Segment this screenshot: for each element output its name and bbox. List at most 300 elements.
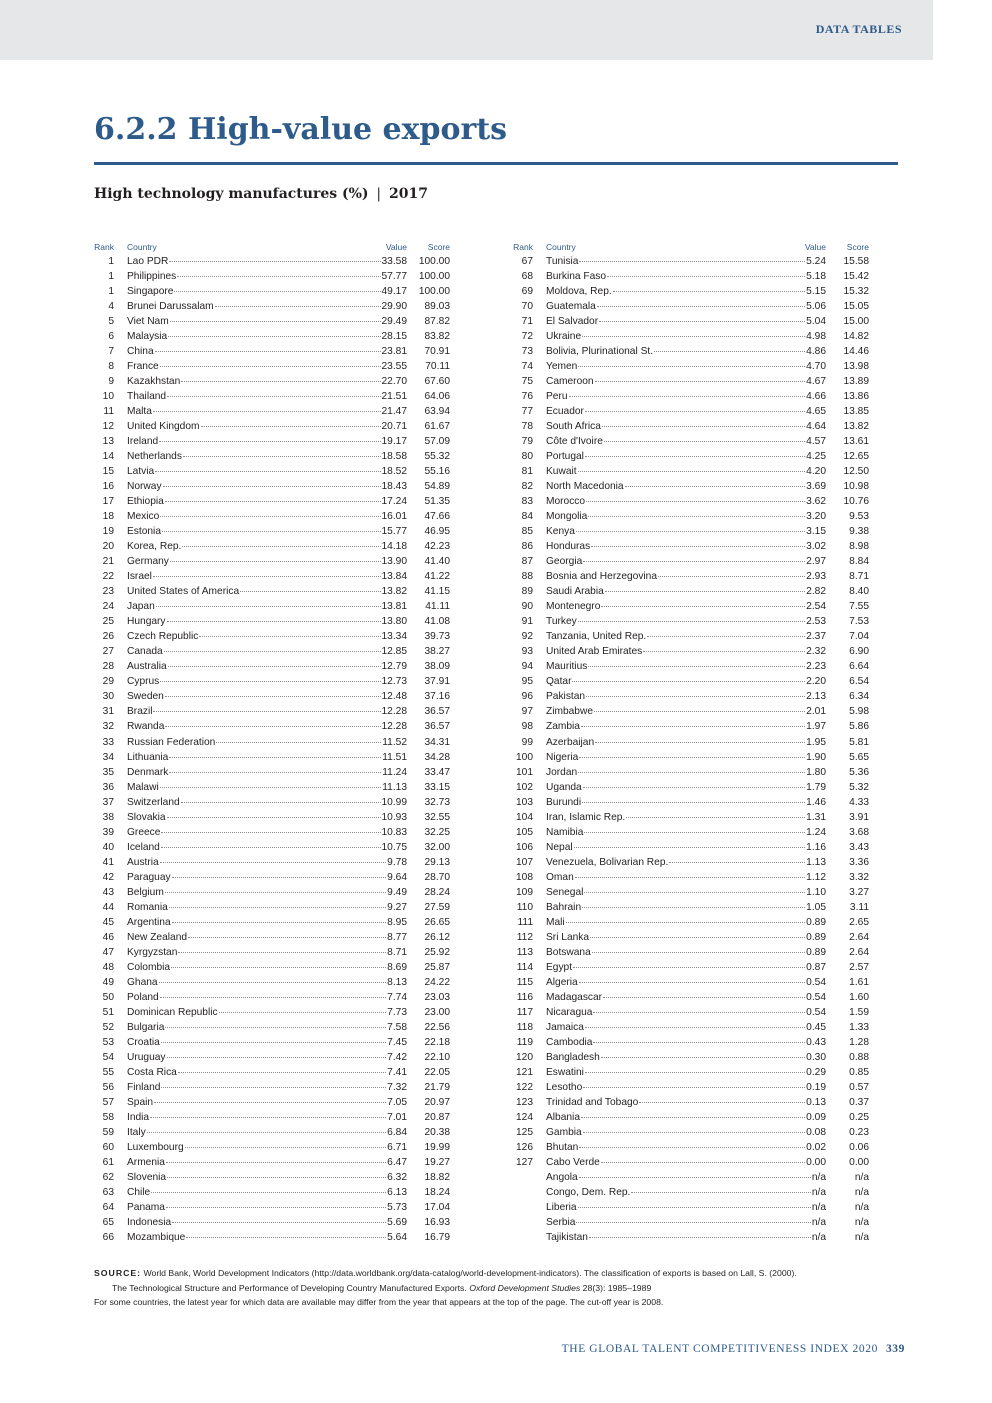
table-row <box>513 629 875 644</box>
leader-dots <box>578 1207 811 1208</box>
header-country-cell <box>127 242 407 252</box>
country-name: United States of America <box>127 586 240 598</box>
value-cell: 18.52 <box>381 466 407 478</box>
country-cell <box>127 614 407 629</box>
rank-cell: 102 <box>516 781 533 793</box>
page-number: 339 <box>885 1343 905 1355</box>
table-header <box>94 242 456 254</box>
country-name: Norway <box>127 481 162 493</box>
score-cell: 36.57 <box>424 706 450 718</box>
table-row <box>94 975 456 990</box>
rank-cell: 82 <box>521 481 533 493</box>
score-cell: 37.91 <box>424 676 450 688</box>
table-row <box>94 494 456 509</box>
country-cell <box>127 359 407 374</box>
country-name: Guatemala <box>546 301 596 313</box>
table-row <box>513 389 875 404</box>
table-row <box>513 689 875 704</box>
leader-dots <box>654 351 805 352</box>
country-cell <box>127 750 407 765</box>
rank-cell: 41 <box>102 856 114 868</box>
value-cell: 9.49 <box>387 886 407 898</box>
leader-dots <box>170 561 381 562</box>
rank-cell: 106 <box>516 841 533 853</box>
country-name: Spain <box>127 1096 154 1108</box>
country-name: Algeria <box>546 976 578 988</box>
leader-dots <box>583 787 805 788</box>
leader-dots <box>159 982 387 983</box>
score-cell: 55.32 <box>424 451 450 463</box>
table-row <box>94 299 456 314</box>
rank-cell: 1 <box>108 286 114 298</box>
rank-cell: 94 <box>521 661 533 673</box>
rank-cell: 5 <box>108 316 114 328</box>
country-name: Croatia <box>127 1036 160 1048</box>
country-cell <box>546 810 826 825</box>
rank-cell: 48 <box>102 961 114 973</box>
country-name: Sri Lanka <box>546 931 590 943</box>
value-cell: 0.19 <box>806 1081 826 1093</box>
leader-dots <box>178 952 386 953</box>
value-cell: 2.82 <box>806 586 826 598</box>
rank-cell: 47 <box>102 946 114 958</box>
country-name: Philippines <box>127 271 177 283</box>
value-cell: 10.83 <box>381 826 407 838</box>
ranking-table-left <box>94 242 456 1245</box>
leader-dots <box>147 1132 386 1133</box>
rank-cell: 6 <box>108 331 114 343</box>
score-cell: 70.91 <box>424 346 450 358</box>
table-row <box>513 1215 875 1230</box>
rank-cell: 90 <box>521 601 533 613</box>
country-name: Albania <box>546 1111 580 1123</box>
value-cell: 3.69 <box>806 481 826 493</box>
score-cell: 17.04 <box>424 1201 450 1213</box>
value-cell: 3.62 <box>806 496 826 508</box>
value-cell: 8.71 <box>387 946 407 958</box>
leader-dots <box>160 516 380 517</box>
value-cell: 4.70 <box>806 361 826 373</box>
score-cell: 22.18 <box>424 1036 450 1048</box>
leader-dots <box>595 742 805 743</box>
score-cell: 32.25 <box>424 826 450 838</box>
leader-dots <box>582 336 805 337</box>
score-cell: 2.65 <box>849 916 869 928</box>
rank-cell: 18 <box>102 511 114 523</box>
value-cell: 2.97 <box>806 556 826 568</box>
country-name: China <box>127 346 154 358</box>
header-rank: Rank <box>513 242 533 252</box>
country-cell <box>546 569 826 584</box>
score-cell: 22.05 <box>424 1066 450 1078</box>
leader-dots <box>658 576 805 577</box>
table-row <box>94 644 456 659</box>
leader-dots <box>165 726 380 727</box>
country-cell <box>546 1005 826 1020</box>
table-row <box>94 1050 456 1065</box>
country-name: Australia <box>127 661 167 673</box>
table-row <box>94 1065 456 1080</box>
rank-cell: 72 <box>521 331 533 343</box>
table-row <box>513 960 875 975</box>
country-cell <box>546 659 826 674</box>
score-cell: 41.11 <box>425 601 450 613</box>
country-name: Romania <box>127 901 168 913</box>
rank-cell: 91 <box>521 616 533 628</box>
country-name: Burundi <box>546 796 582 808</box>
leader-dots <box>167 621 381 622</box>
rank-cell: 39 <box>102 826 114 838</box>
value-cell: 6.71 <box>387 1141 407 1153</box>
value-cell: 12.85 <box>381 646 407 658</box>
table-row <box>94 1080 456 1095</box>
score-cell: 28.70 <box>424 871 450 883</box>
score-cell: 14.82 <box>843 331 869 343</box>
rank-cell: 35 <box>102 766 114 778</box>
rank-cell: 9 <box>108 376 114 388</box>
country-name: Bulgaria <box>127 1021 165 1033</box>
table-row <box>94 479 456 494</box>
value-cell: 11.52 <box>382 736 407 748</box>
country-cell <box>127 599 407 614</box>
value-cell: n/a <box>811 1201 826 1213</box>
country-cell <box>546 419 826 434</box>
country-name: Angola <box>546 1171 578 1183</box>
table-row <box>94 434 456 449</box>
rank-cell: 27 <box>102 646 114 658</box>
country-cell <box>127 674 407 689</box>
country-name: Malaysia <box>127 331 168 343</box>
country-name: Bahrain <box>546 901 582 913</box>
rank-cell: 7 <box>108 346 114 358</box>
leader-dots <box>591 546 805 547</box>
leader-dots <box>155 351 381 352</box>
rank-cell: 114 <box>516 961 533 973</box>
value-cell: 13.90 <box>381 556 407 568</box>
score-cell: 13.89 <box>843 376 869 388</box>
country-name: Nigeria <box>546 751 579 763</box>
rank-cell: 31 <box>102 706 114 718</box>
rank-cell: 32 <box>102 721 114 733</box>
country-name: Cameroon <box>546 376 594 388</box>
country-cell <box>127 1005 407 1020</box>
rank-cell: 49 <box>102 976 114 988</box>
country-name: Peru <box>546 391 568 403</box>
country-name: France <box>127 361 159 373</box>
country-name: Tunisia <box>546 256 579 267</box>
score-cell: 41.22 <box>424 571 450 583</box>
country-cell <box>546 735 826 750</box>
country-cell <box>546 885 826 900</box>
score-cell: 0.25 <box>849 1111 869 1123</box>
score-cell: 6.34 <box>849 691 869 703</box>
source-cutoff-note: For some countries, the latest year for which data are available may differ from the year that appears at the top of the page. The cut-off year is 2008. <box>94 1297 664 1307</box>
table-row <box>513 1095 875 1110</box>
value-cell: 1.16 <box>806 841 826 853</box>
leader-dots <box>165 1027 386 1028</box>
country-name: Bolivia, Plurinational St. <box>546 346 654 358</box>
rank-cell: 57 <box>102 1096 114 1108</box>
country-cell <box>546 1185 826 1200</box>
table-row <box>94 885 456 900</box>
leader-dots <box>160 787 382 788</box>
leader-dots <box>201 426 381 427</box>
header-value: Value <box>804 242 826 252</box>
country-name: Greece <box>127 826 161 838</box>
country-cell <box>127 704 407 719</box>
rank-cell: 56 <box>102 1081 114 1093</box>
country-cell <box>127 1170 407 1185</box>
table-row <box>94 1170 456 1185</box>
country-name: Chile <box>127 1186 151 1198</box>
score-cell: 12.50 <box>843 466 869 478</box>
leader-dots <box>607 276 805 277</box>
rank-cell: 16 <box>102 481 114 493</box>
score-cell: 70.11 <box>425 361 450 373</box>
score-cell: 41.15 <box>424 586 450 598</box>
country-cell <box>127 434 407 449</box>
country-name: Botswana <box>546 946 591 958</box>
table-row <box>513 434 875 449</box>
value-cell: 12.79 <box>381 661 407 673</box>
table-row <box>513 1170 875 1185</box>
score-cell: 8.40 <box>849 586 869 598</box>
value-cell: 1.13 <box>806 856 826 868</box>
score-cell: 0.57 <box>849 1081 869 1093</box>
value-cell: 12.28 <box>381 706 407 718</box>
country-name: Liberia <box>546 1201 577 1213</box>
country-cell <box>546 1140 826 1155</box>
country-name: Jamaica <box>546 1021 584 1033</box>
country-cell <box>127 1200 407 1215</box>
value-cell: 0.89 <box>806 946 826 958</box>
value-cell: 8.95 <box>387 916 407 928</box>
table-row <box>94 1110 456 1125</box>
leader-dots <box>216 742 381 743</box>
value-cell: 11.13 <box>382 781 407 793</box>
score-cell: 10.76 <box>843 496 869 508</box>
rank-cell: 15 <box>102 466 114 478</box>
value-cell: 0.29 <box>806 1066 826 1078</box>
country-cell <box>546 750 826 765</box>
value-cell: 57.77 <box>381 271 407 283</box>
value-cell: 0.89 <box>806 916 826 928</box>
rank-cell: 104 <box>516 811 533 823</box>
score-cell: 15.05 <box>843 301 869 313</box>
leader-dots <box>172 922 387 923</box>
value-cell: 1.95 <box>806 736 826 748</box>
table-row <box>94 960 456 975</box>
leader-dots <box>161 832 380 833</box>
country-cell <box>546 1230 826 1245</box>
country-cell <box>127 329 407 344</box>
leader-dots <box>626 817 805 818</box>
rank-cell: 100 <box>516 751 533 763</box>
country-name: Malawi <box>127 781 159 793</box>
leader-dots <box>583 1132 806 1133</box>
country-name: Indonesia <box>127 1217 172 1228</box>
country-cell <box>546 284 826 299</box>
country-name: Ecuador <box>546 406 584 418</box>
value-cell: 0.08 <box>806 1126 826 1138</box>
rank-cell: 62 <box>102 1171 114 1183</box>
score-cell: 16.93 <box>424 1217 450 1228</box>
country-cell <box>127 494 407 509</box>
score-cell: 5.98 <box>849 706 869 718</box>
leader-dots <box>169 907 386 908</box>
value-cell: n/a <box>811 1217 826 1228</box>
leader-dots <box>153 711 380 712</box>
country-name: India <box>127 1111 150 1123</box>
country-name: Kyrgyzstan <box>127 946 178 958</box>
country-cell <box>127 419 407 434</box>
value-cell: 23.81 <box>381 346 407 358</box>
leader-dots <box>171 967 386 968</box>
leader-dots <box>643 651 805 652</box>
table-row <box>94 254 456 269</box>
value-cell: 7.42 <box>387 1051 407 1063</box>
table-row <box>513 1110 875 1125</box>
leader-dots <box>601 606 805 607</box>
score-cell: 6.90 <box>849 646 869 658</box>
table-row <box>513 735 875 750</box>
country-name: Ukraine <box>546 331 582 343</box>
score-cell: 5.81 <box>849 736 869 748</box>
value-cell: 15.77 <box>381 526 407 538</box>
table-row <box>94 464 456 479</box>
score-cell: n/a <box>854 1217 869 1228</box>
country-name: Madagascar <box>546 991 603 1003</box>
country-cell <box>546 539 826 554</box>
table-row <box>513 464 875 479</box>
rank-cell: 73 <box>521 346 533 358</box>
country-cell <box>127 449 407 464</box>
score-cell: 47.66 <box>424 511 450 523</box>
value-cell: 0.45 <box>806 1021 826 1033</box>
leader-dots <box>159 441 380 442</box>
leader-dots <box>161 847 381 848</box>
table-row <box>94 344 456 359</box>
value-cell: 1.31 <box>806 811 826 823</box>
value-cell: 4.20 <box>806 466 826 478</box>
rank-cell: 28 <box>102 661 114 673</box>
score-cell: 0.00 <box>849 1156 869 1168</box>
value-cell: 18.43 <box>381 481 407 493</box>
score-cell: 15.00 <box>843 316 869 328</box>
score-cell: 33.47 <box>424 766 450 778</box>
rank-cell: 24 <box>102 601 114 613</box>
country-name: Russian Federation <box>127 736 216 748</box>
country-cell <box>127 509 407 524</box>
score-cell: 19.99 <box>424 1141 450 1153</box>
rank-cell: 120 <box>516 1051 533 1063</box>
rank-cell: 53 <box>102 1036 114 1048</box>
table-row <box>513 780 875 795</box>
country-name: Israel <box>127 571 152 583</box>
table-row <box>94 915 456 930</box>
score-cell: 6.64 <box>849 661 869 673</box>
leader-dots <box>581 726 805 727</box>
country-cell <box>546 344 826 359</box>
country-cell <box>127 1230 407 1245</box>
leader-dots <box>583 1087 805 1088</box>
value-cell: 7.41 <box>387 1066 407 1078</box>
country-cell <box>546 554 826 569</box>
table-row <box>94 524 456 539</box>
score-cell: 22.10 <box>424 1051 450 1063</box>
rank-cell: 17 <box>102 496 114 508</box>
table-row <box>94 990 456 1005</box>
country-name: South Africa <box>546 421 601 433</box>
rank-cell: 87 <box>521 556 533 568</box>
leader-dots <box>160 366 381 367</box>
rank-cell: 99 <box>521 736 533 748</box>
country-name: Jordan <box>546 766 578 778</box>
table-row <box>94 374 456 389</box>
score-cell: n/a <box>854 1171 869 1183</box>
score-cell: 32.73 <box>424 796 450 808</box>
country-cell <box>127 644 407 659</box>
leader-dots <box>166 1207 386 1208</box>
country-name: Turkey <box>546 616 577 628</box>
table-row <box>94 539 456 554</box>
table-row <box>513 524 875 539</box>
score-cell: 7.55 <box>849 601 869 613</box>
table-row <box>513 1155 875 1170</box>
country-name: Poland <box>127 991 159 1003</box>
country-cell <box>546 269 826 284</box>
table-row <box>513 855 875 870</box>
table-header <box>513 242 875 254</box>
country-cell <box>546 1065 826 1080</box>
rank-cell: 89 <box>521 586 533 598</box>
value-cell: 4.98 <box>806 331 826 343</box>
value-cell: 1.10 <box>806 886 826 898</box>
value-cell: 7.32 <box>387 1081 407 1093</box>
score-cell: 5.65 <box>849 751 869 763</box>
country-name: Oman <box>546 871 574 883</box>
country-cell <box>546 389 826 404</box>
leader-dots <box>169 772 381 773</box>
country-name: Germany <box>127 556 169 568</box>
rank-cell: 79 <box>521 436 533 448</box>
rank-cell: 21 <box>102 556 114 568</box>
country-name: Kuwait <box>546 466 577 478</box>
leader-dots <box>169 261 380 262</box>
country-cell <box>127 795 407 810</box>
leader-dots <box>582 907 805 908</box>
score-cell: 2.57 <box>849 961 869 973</box>
value-cell: 3.15 <box>806 526 826 538</box>
rank-cell: 22 <box>102 571 114 583</box>
table-row <box>94 825 456 840</box>
score-cell: 0.23 <box>849 1126 869 1138</box>
value-cell: n/a <box>811 1232 826 1244</box>
leader-dots <box>165 696 381 697</box>
rank-cell: 117 <box>516 1006 533 1018</box>
value-cell: 4.65 <box>806 406 826 418</box>
leader-dots <box>154 1102 386 1103</box>
value-cell: 9.78 <box>387 856 407 868</box>
leader-dots <box>585 411 805 412</box>
table-row <box>94 359 456 374</box>
score-cell: 29.13 <box>424 856 450 868</box>
score-cell: 34.31 <box>424 736 450 748</box>
table-row <box>513 314 875 329</box>
page-footer <box>562 1343 905 1355</box>
leader-dots <box>581 1117 805 1118</box>
country-cell <box>127 1065 407 1080</box>
